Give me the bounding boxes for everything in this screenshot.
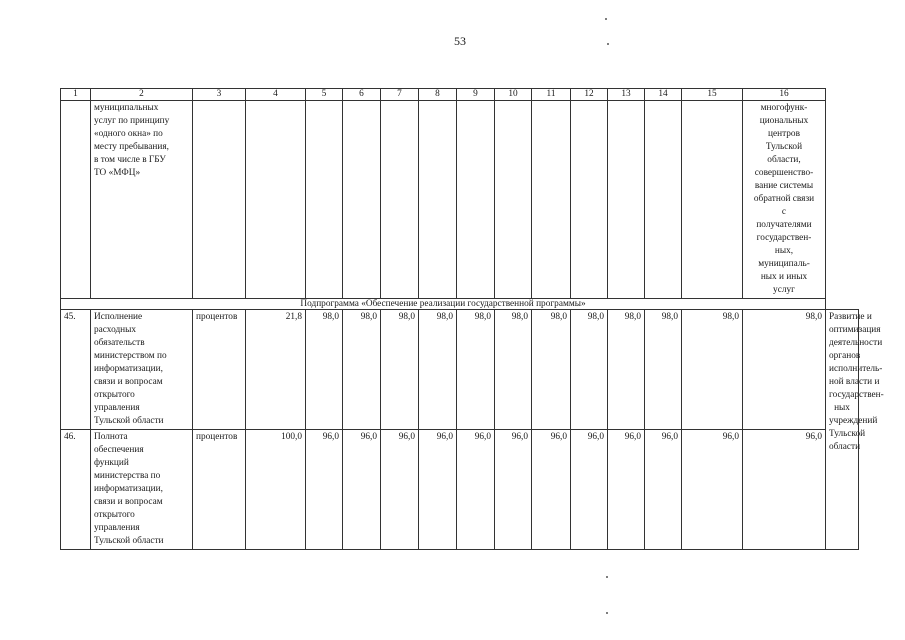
text-line: ных, — [774, 246, 794, 256]
text-line: месту пребывания, — [94, 142, 169, 152]
text-line: расходных — [94, 325, 137, 335]
text-line: Тульской области — [94, 536, 164, 546]
text-line: совершенство- — [754, 168, 814, 178]
cont-num-cell — [61, 101, 91, 299]
text-line: Тульской — [829, 429, 866, 439]
text-line: ТО «МФЦ» — [94, 168, 141, 178]
indicator-name — [91, 430, 193, 550]
text-line: области, — [767, 155, 801, 165]
value-cell: 98,0 — [306, 310, 343, 430]
value-cell: 98,0 — [532, 310, 571, 430]
column-header: 5 — [306, 89, 343, 101]
column-header: 4 — [246, 89, 306, 101]
column-header: 3 — [193, 89, 246, 101]
row-number: 45. — [61, 310, 91, 430]
value-cell: 96,0 — [419, 430, 457, 550]
indicator-name — [91, 310, 193, 430]
cont-result-cell — [743, 101, 826, 299]
scan-speck — [606, 612, 608, 614]
column-header: 9 — [457, 89, 495, 101]
column-header: 10 — [495, 89, 532, 101]
column-header: 11 — [532, 89, 571, 101]
cont-name-cell — [91, 101, 193, 299]
column-header: 7 — [381, 89, 419, 101]
text-line: деятельности — [829, 338, 883, 348]
value-cell: 98,0 — [457, 310, 495, 430]
unit-cell: процентов — [193, 430, 246, 550]
text-line: Развитие и — [829, 312, 872, 322]
scan-speck — [607, 43, 609, 45]
column-header: 6 — [343, 89, 381, 101]
text-line: обратной связи — [753, 194, 815, 204]
column-header: 8 — [419, 89, 457, 101]
text-line: оптимизация — [829, 325, 881, 335]
text-line: информатизации, — [94, 484, 163, 494]
column-header: 12 — [571, 89, 608, 101]
column-header: 16 — [743, 89, 826, 101]
unit-cell: процентов — [193, 310, 246, 430]
page-number: 53 — [454, 34, 466, 48]
text-line: муниципаль- — [758, 259, 810, 269]
text-line: государствен- — [756, 233, 812, 243]
value-cell: 96,0 — [306, 430, 343, 550]
value-cell: 98,0 — [571, 310, 608, 430]
column-header: 14 — [645, 89, 682, 101]
text-line: вание системы — [754, 181, 814, 191]
header-row — [61, 89, 859, 101]
text-line: в том числе в ГБУ — [94, 155, 166, 165]
column-header: 1 — [61, 89, 91, 101]
table-row — [61, 430, 859, 550]
text-line: центров — [768, 129, 800, 139]
text-line: ной власти и — [829, 377, 880, 387]
subprogram-row — [61, 299, 859, 310]
value-cell: 98,0 — [608, 310, 645, 430]
text-line: министерством по — [94, 351, 167, 361]
column-header: 13 — [608, 89, 645, 101]
value-cell: 96,0 — [495, 430, 532, 550]
value-cell: 98,0 — [743, 310, 826, 430]
text-line: «одного окна» по — [94, 129, 163, 139]
text-line: многофунк- — [760, 103, 808, 113]
text-line: открытого — [94, 390, 135, 400]
row-number: 46. — [61, 430, 91, 550]
value-cell: 98,0 — [343, 310, 381, 430]
indicators-table — [60, 88, 884, 550]
text-line: государствен- — [829, 390, 884, 400]
text-line: услуг — [773, 285, 795, 295]
text-line: обеспечения — [94, 445, 144, 455]
text-line: ных — [834, 403, 850, 413]
text-line: ных и иных — [760, 272, 808, 282]
value-cell: 96,0 — [743, 430, 826, 550]
value-cell: 98,0 — [419, 310, 457, 430]
value-cell: 96,0 — [381, 430, 419, 550]
text-line: исполнитель- — [829, 364, 883, 374]
text-line: управления — [94, 523, 140, 533]
value-cell: 98,0 — [682, 310, 743, 430]
column-header: 2 — [91, 89, 193, 101]
column-header: 15 — [682, 89, 743, 101]
value-cell: 96,0 — [608, 430, 645, 550]
scan-speck — [606, 576, 608, 578]
text-line: с — [781, 207, 787, 217]
text-line: органов — [829, 351, 861, 361]
continuation-row — [61, 101, 859, 299]
text-line: учреждений — [829, 416, 878, 426]
value-cell: 98,0 — [495, 310, 532, 430]
value-cell: 21,8 — [246, 310, 306, 430]
value-cell: 96,0 — [645, 430, 682, 550]
text-line: управления — [94, 403, 140, 413]
value-cell: 96,0 — [571, 430, 608, 550]
text-line: Полнота — [94, 432, 128, 442]
text-line: Исполнение — [94, 312, 143, 322]
text-line: муниципальных — [94, 103, 159, 113]
text-line: области — [829, 442, 861, 452]
subprogram-title: Подпрограмма «Обеспечение реализации государственной программы» — [61, 299, 826, 310]
value-cell: 100,0 — [246, 430, 306, 550]
value-cell: 96,0 — [682, 430, 743, 550]
text-line: услуг по принципу — [94, 116, 170, 126]
table-row — [61, 310, 859, 430]
value-cell: 96,0 — [532, 430, 571, 550]
value-cell: 98,0 — [381, 310, 419, 430]
text-line: функций — [94, 458, 129, 468]
value-cell: 96,0 — [343, 430, 381, 550]
value-cell: 96,0 — [457, 430, 495, 550]
text-line: связи и вопросам — [94, 497, 163, 507]
text-line: связи и вопросам — [94, 377, 163, 387]
value-cell: 98,0 — [645, 310, 682, 430]
text-line: министерства по — [94, 471, 161, 481]
scan-speck — [605, 18, 607, 20]
text-line: Тульской области — [94, 416, 164, 426]
text-line: получателями — [756, 220, 812, 230]
merged-result-cell — [826, 310, 884, 550]
text-line: информатизации, — [94, 364, 163, 374]
text-line: обязательств — [94, 338, 145, 348]
text-line: открытого — [94, 510, 135, 520]
text-line: Тульской — [765, 142, 803, 152]
text-line: циональных — [759, 116, 809, 126]
